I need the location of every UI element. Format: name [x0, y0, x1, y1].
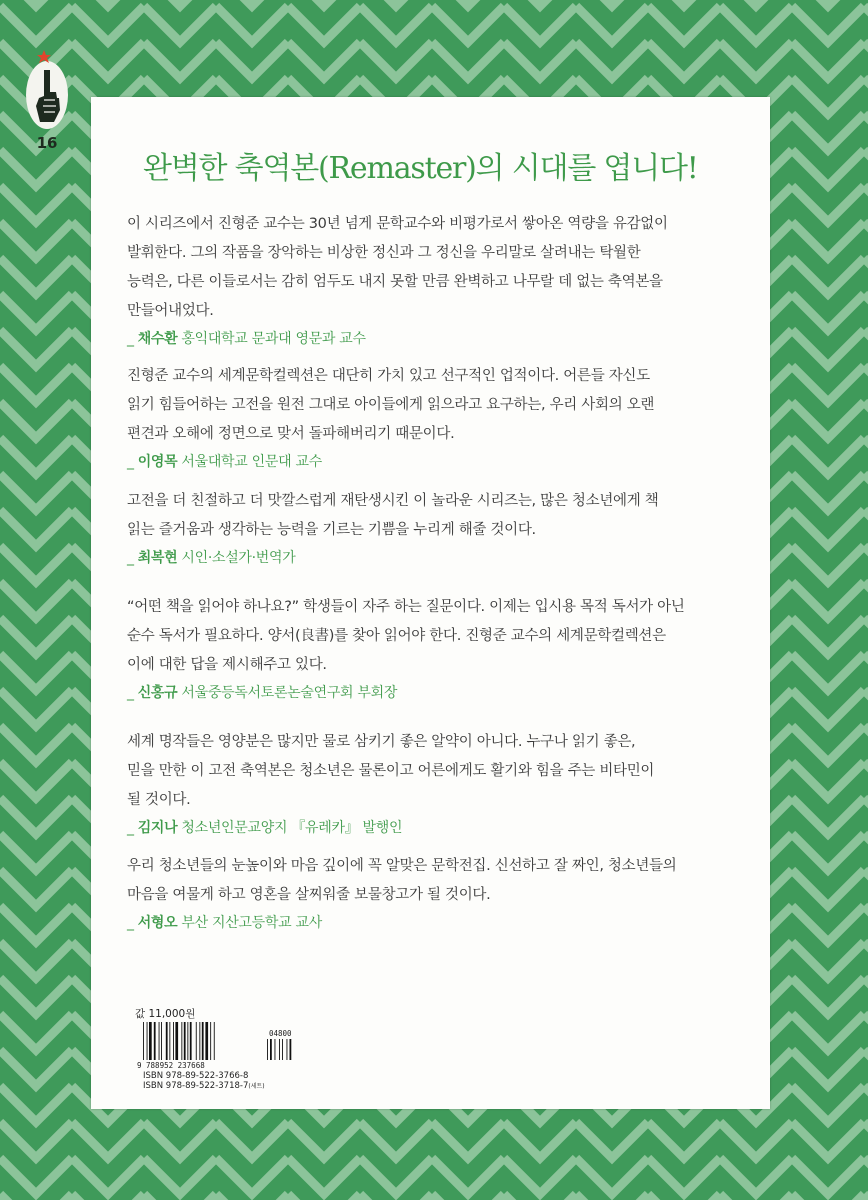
- quote-line: 능력은, 다른 이들로서는 감히 엄두도 내지 못할 만큼 완벽하고 나무랄 데 없는 축역본을: [127, 274, 663, 290]
- barcode-bar: [159, 1022, 160, 1060]
- quote-line: 우리 청소년들의 눈높이와 마음 깊이에 꼭 알맞은 문학전집. 신선하고 잘 짜인, 청소년들의: [127, 858, 677, 874]
- quote-line: 세계 명작들은 영양분은 많지만 물로 삼키기 좋은 알약이 아니다. 누구나 읽기 좋은,: [127, 734, 636, 750]
- barcode-bar: [154, 1022, 156, 1060]
- quote-block-2: [127, 362, 747, 471]
- attribution-name: 이영목: [137, 454, 178, 470]
- barcode-bar: [202, 1022, 204, 1060]
- attribution-prefix: _: [127, 820, 134, 836]
- attribution-name: 최복현: [137, 550, 178, 566]
- attribution-title: 시인·소설가·번역가: [181, 550, 296, 566]
- barcode-bar: [169, 1022, 170, 1060]
- barcode-bar: [210, 1022, 211, 1060]
- barcode-addon-bar: [287, 1039, 288, 1060]
- quote-line: 만들어내었다.: [127, 303, 214, 319]
- quote-text: [127, 362, 747, 449]
- quote-text: [127, 210, 747, 326]
- quote-text: [127, 593, 747, 680]
- attribution-prefix: _: [127, 550, 134, 566]
- barcode-bar: [190, 1022, 192, 1060]
- quote-attribution: [127, 328, 747, 348]
- volume-number: 16: [36, 134, 58, 152]
- attribution-title: 부산 지산고등학교 교사: [181, 915, 322, 931]
- isbn-line: [143, 1081, 265, 1092]
- quote-text: [127, 728, 747, 815]
- isbn-text: ISBN 978-89-522-3718-7: [143, 1081, 249, 1091]
- isbn-note: (세트): [248, 1083, 265, 1090]
- quote-line: 편견과 오해에 정면으로 맞서 돌파해버리기 때문이다.: [127, 426, 455, 442]
- quote-line: 읽기 힘들어하는 고전을 원전 그대로 아이들에게 읽으라고 요구하는, 우리 사회의 오랜: [127, 397, 655, 413]
- quote-line: 고전을 더 친절하고 더 맛깔스럽게 재탄생시킨 이 놀라운 시리즈는, 많은 청소년에게 책: [127, 493, 659, 509]
- attribution-name: 채수환: [137, 331, 178, 347]
- attribution-name: 신홍규: [137, 685, 178, 701]
- attribution-prefix: _: [127, 331, 134, 347]
- attribution-title: 서울대학교 인문대 교수: [181, 454, 322, 470]
- isbn-block: [143, 1071, 265, 1092]
- quote-attribution: [127, 547, 747, 567]
- quote-line: 마음을 여물게 하고 영혼을 살찌워줄 보물창고가 될 것이다.: [127, 887, 491, 903]
- barcode-bar: [187, 1022, 188, 1060]
- quote-attribution: [127, 912, 747, 932]
- quote-line: 될 것이다.: [127, 792, 191, 808]
- attribution-title: 홍익대학교 문과대 영문과 교수: [181, 331, 366, 347]
- isbn-text: ISBN 978-89-522-3766-8: [143, 1071, 249, 1081]
- attribution-name: 서형오: [137, 915, 178, 931]
- quote-line: 읽는 즐거움과 생각하는 능력을 기르는 기쁨을 누리게 해줄 것이다.: [127, 522, 536, 538]
- quote-line: 이에 대한 답을 제시해주고 있다.: [127, 657, 327, 673]
- barcode-addon-bar: [279, 1039, 280, 1060]
- attribution-title: 청소년인문교양지 『유레카』 발행인: [181, 820, 403, 836]
- barcode-addon-bar: [275, 1039, 276, 1060]
- barcode-bar: [196, 1022, 197, 1060]
- quote-line: 순수 독서가 필요하다. 양서(良書)를 찾아 읽어야 한다. 진형준 교수의 세계문학컬렉션은: [127, 628, 666, 644]
- headline: 완벽한 축역본(Remaster)의 시대를 엽니다!: [143, 151, 698, 186]
- isbn-line: [143, 1071, 265, 1081]
- barcode-bar: [214, 1022, 215, 1060]
- quote-text: [127, 487, 747, 545]
- quote-attribution: [127, 817, 747, 837]
- barcode-bar: [199, 1022, 200, 1060]
- barcode-bar: [173, 1022, 174, 1060]
- quote-line: 진형준 교수의 세계문학컬렉션은 대단히 가치 있고 선구적인 업적이다. 어른들 자신도: [127, 368, 650, 384]
- barcode-addon-number: 04800: [269, 1029, 292, 1038]
- quote-block-3: [127, 487, 747, 567]
- back-cover-panel: [91, 97, 770, 1109]
- barcode-bar: [181, 1022, 182, 1060]
- barcode-addon-bar: [290, 1039, 292, 1060]
- attribution-prefix: _: [127, 685, 134, 701]
- barcode-bar: [184, 1022, 186, 1060]
- attribution-name: 김지나: [137, 820, 178, 836]
- quote-line: 이 시리즈에서 진형준 교수는 30년 넘게 문학교수와 비평가로서 쌓아온 역량을 유감없이: [127, 216, 668, 232]
- barcode-bar: [205, 1022, 208, 1060]
- attribution-prefix: _: [127, 454, 134, 470]
- barcode-addon-bar: [267, 1039, 268, 1060]
- quote-block-6: [127, 852, 747, 932]
- barcode-bar: [175, 1022, 178, 1060]
- quote-line: 믿을 만한 이 고전 축역본은 청소년은 물론이고 어른에게도 활기와 힘을 주는 비타민이: [127, 763, 655, 779]
- barcode: [135, 1022, 305, 1070]
- barcode-addon-bar: [282, 1039, 283, 1060]
- barcode-bar: [161, 1022, 162, 1060]
- attribution-prefix: _: [127, 915, 134, 931]
- barcode-bar: [166, 1022, 168, 1060]
- attribution-title: 서울중등독서토론논술연구회 부회장: [181, 685, 398, 701]
- quote-block-5: [127, 728, 747, 837]
- barcode-number: 9 788952 237668: [137, 1061, 205, 1070]
- quote-attribution: [127, 682, 747, 702]
- quote-block-1: [127, 210, 747, 348]
- barcode-bar: [147, 1022, 148, 1060]
- quote-line: “어떤 책을 읽어야 하나요?” 학생들이 자주 하는 질문이다. 이제는 입시용 목적 독서가 아닌: [127, 599, 685, 615]
- pointing-hand-badge-icon: [22, 40, 72, 132]
- quote-block-4: [127, 593, 747, 702]
- barcode-bar: [149, 1022, 152, 1060]
- barcode-addon-bar: [270, 1039, 272, 1060]
- barcode-bar: [143, 1022, 144, 1060]
- quote-attribution: [127, 451, 747, 471]
- price: 값 11,000원: [135, 1008, 196, 1020]
- quote-text: [127, 852, 747, 910]
- quote-line: 발휘한다. 그의 작품을 장악하는 비상한 정신과 그 정신을 우리말로 살려내는 탁월한: [127, 245, 641, 261]
